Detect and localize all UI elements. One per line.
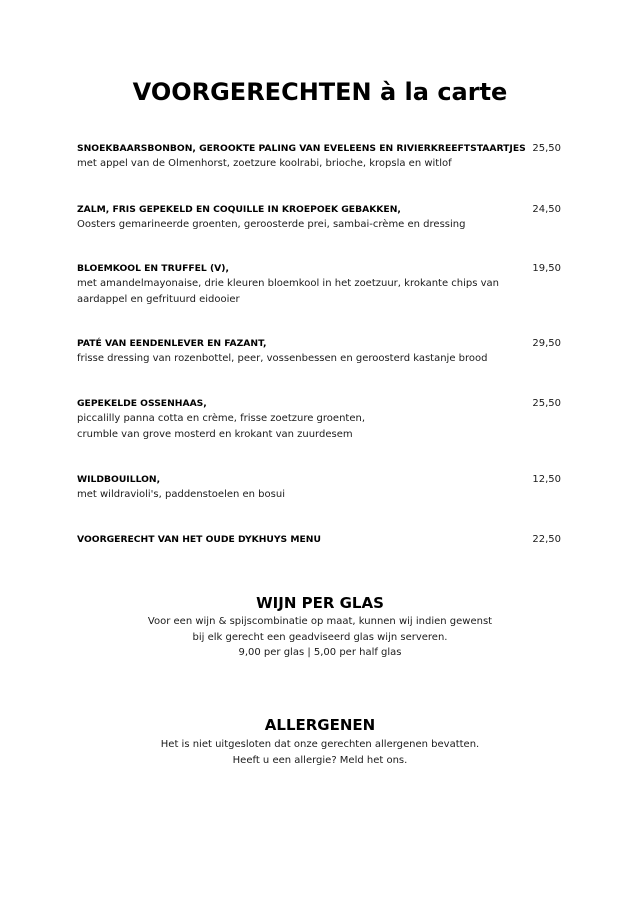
dish-price: 22,50 xyxy=(532,534,561,545)
dish-description: crumble van grove mosterd en krokant van zuurdesem xyxy=(77,428,353,440)
menu-item xyxy=(77,473,564,503)
dish-description: frisse dressing van rozenbottel, peer, vossenbessen en geroosterd kastanje brood xyxy=(77,353,488,364)
wine-heading: WIJN PER GLAS xyxy=(256,594,384,612)
dish-price: 25,50 xyxy=(532,143,561,154)
menu-item xyxy=(77,262,564,307)
menu-item xyxy=(77,142,564,172)
wine-line: Voor een wijn & spijscombinatie op maat, kunnen wij indien gewenst xyxy=(147,616,493,627)
dish-price: 12,50 xyxy=(532,474,561,485)
dish-description: Oosters gemarineerde groenten, geroosterde prei, sambai-crème en dressing xyxy=(77,219,466,230)
dish-description: met amandelmayonaise, drie kleuren bloemkool in het zoetzuur, krokante chips van xyxy=(77,278,500,289)
dish-price: 29,50 xyxy=(532,338,561,349)
dish-name: SNOEKBAARSBONBON, GEROOKTE PALING VAN EVELEENS EN RIVIERKREEFTSTAARTJES xyxy=(77,143,526,154)
dish-description: met appel van de Olmenhorst, zoetzure koolrabi, brioche, kropsla en witlof xyxy=(77,158,452,169)
allergens-heading: ALLERGENEN xyxy=(264,716,376,734)
menu-item xyxy=(77,397,564,442)
menu-item xyxy=(77,203,564,233)
page-title: VOORGERECHTEN à la carte xyxy=(132,78,508,106)
allergens-line: Het is niet uitgesloten dat onze gerechten allergenen bevatten. xyxy=(160,739,480,750)
dish-price: 24,50 xyxy=(532,204,561,215)
wine-line: bij elk gerecht een geadviseerd glas wijn serveren. xyxy=(192,631,448,643)
dish-price: 25,50 xyxy=(532,398,561,409)
dish-name: WILDBOUILLON, xyxy=(77,474,161,485)
menu-item xyxy=(77,337,564,367)
allergens-line: Heeft u een allergie? Meld het ons. xyxy=(232,754,408,766)
dish-name: PATÉ VAN EENDENLEVER EN FAZANT, xyxy=(77,338,267,349)
wine-line: 9,00 per glas | 5,00 per half glas xyxy=(238,647,402,658)
dish-name: GEPEKELDE OSSENHAAS, xyxy=(77,398,207,409)
dish-description: met wildravioli's, paddenstoelen en bosui xyxy=(77,489,285,500)
dish-name: ZALM, FRIS GEPEKELD EN COQUILLE IN KROEPOEK GEBAKKEN, xyxy=(77,204,401,215)
dish-description: aardappel en gefrituurd eidooier xyxy=(77,293,240,305)
menu-item xyxy=(77,533,564,547)
allergens-text xyxy=(0,737,640,768)
dish-price: 19,50 xyxy=(532,263,561,274)
dish-description: piccalilly panna cotta en crème, frisse zoetzure groenten, xyxy=(77,413,365,424)
dish-name: BLOEMKOOL EN TRUFFEL (V), xyxy=(77,263,229,274)
wine-text xyxy=(0,614,640,661)
dish-name: VOORGERECHT VAN HET OUDE DYKHUYS MENU xyxy=(77,534,321,545)
